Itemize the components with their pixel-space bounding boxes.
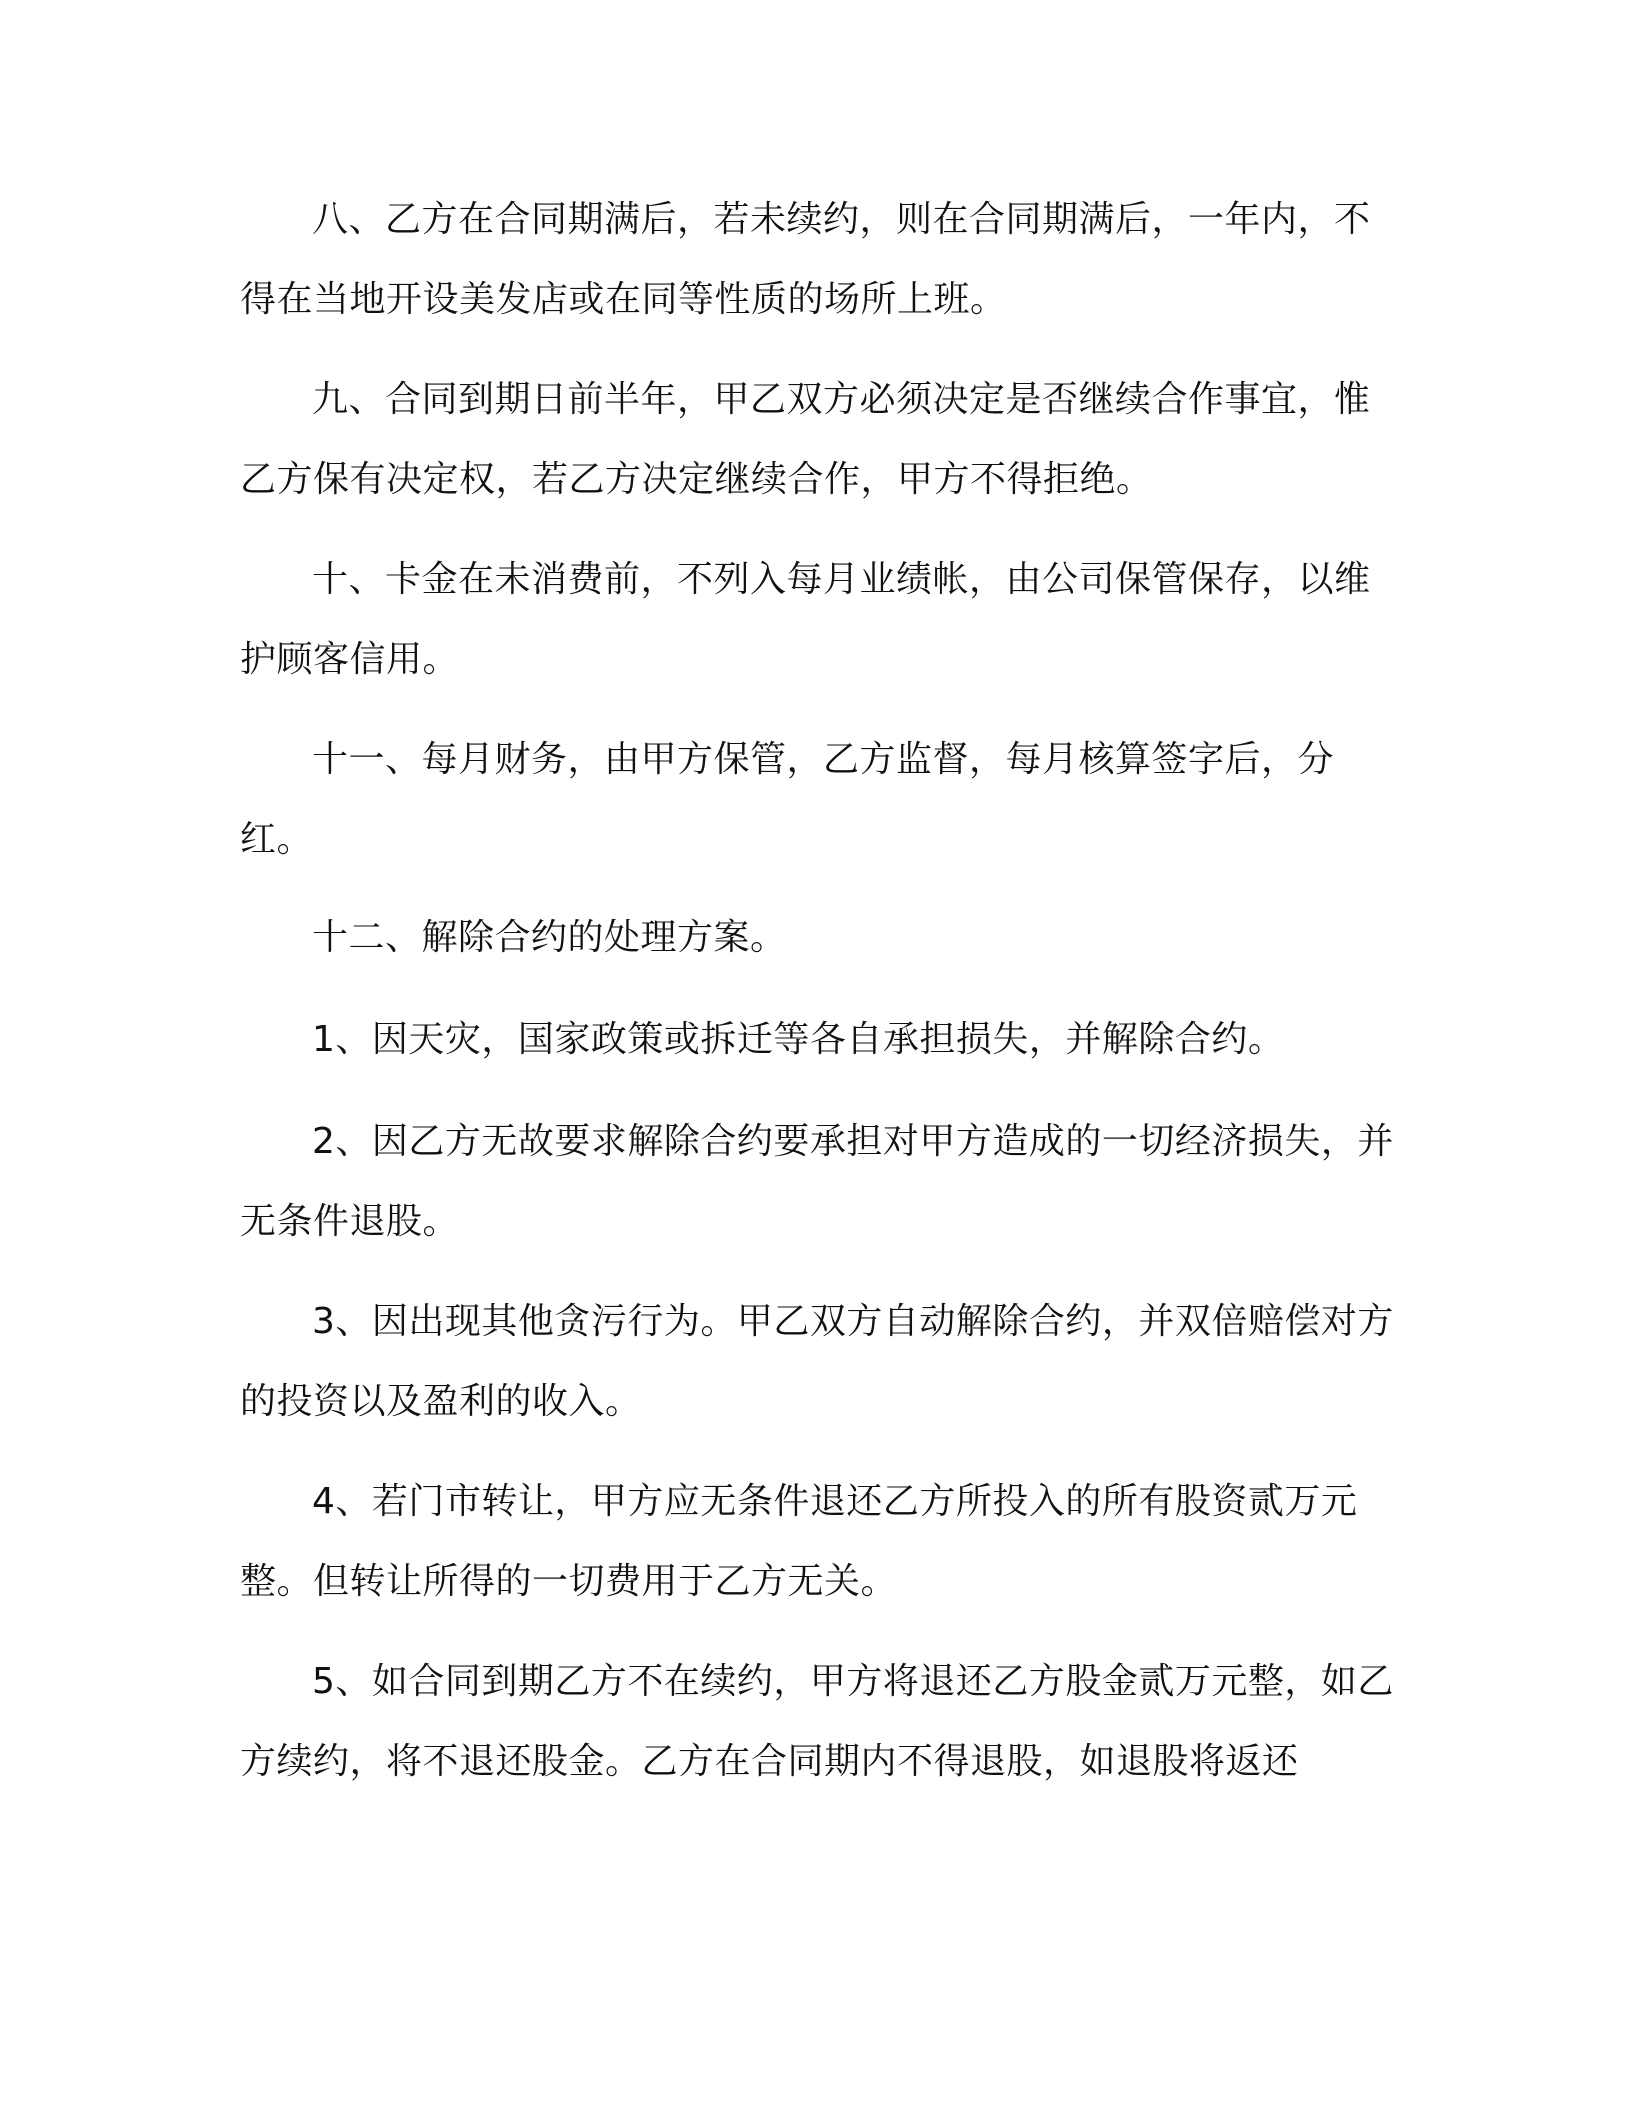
clause-12-item-3: 3、因出现其他贪污行为。甲乙双方自动解除合约，并双倍赔偿对方的投资以及盈利的收入。	[240, 1301, 1394, 1422]
clause-11: 十一、每月财务，由甲方保管，乙方监督，每月核算签字后，分红。	[240, 739, 1335, 860]
clause-9: 九、合同到期日前半年，甲乙双方必须决定是否继续合作事宜，惟乙方保有决定权，若乙方决定继续合作，甲方不得拒绝。	[240, 379, 1371, 500]
clause-12-item-1: 1、因天灾，国家政策或拆迁等各自承担损失，并解除合约。	[312, 1019, 1285, 1060]
clause-12-item-2: 2、因乙方无故要求解除合约要承担对甲方造成的一切经济损失，并无条件退股。	[240, 1121, 1394, 1242]
clause-12-heading: 十二、解除合约的处理方案。	[312, 917, 787, 958]
clause-12-item-4: 4、若门市转让，甲方应无条件退还乙方所投入的所有股资贰万元整。但转让所得的一切费用于乙方无关。	[240, 1481, 1358, 1602]
clause-8: 八、乙方在合同期满后，若未续约，则在合同期满后，一年内，不得在当地开设美发店或在同等性质的场所上班。	[240, 199, 1371, 320]
clause-12-item-5: 5、如合同到期乙方不在续约，甲方将退还乙方股金贰万元整，如乙方续约，将不退还股金。乙方在合同期内不得退股，如退股将返还	[240, 1661, 1394, 1782]
clause-10: 十、卡金在未消费前，不列入每月业绩帐，由公司保管保存，以维护顾客信用。	[240, 559, 1371, 680]
